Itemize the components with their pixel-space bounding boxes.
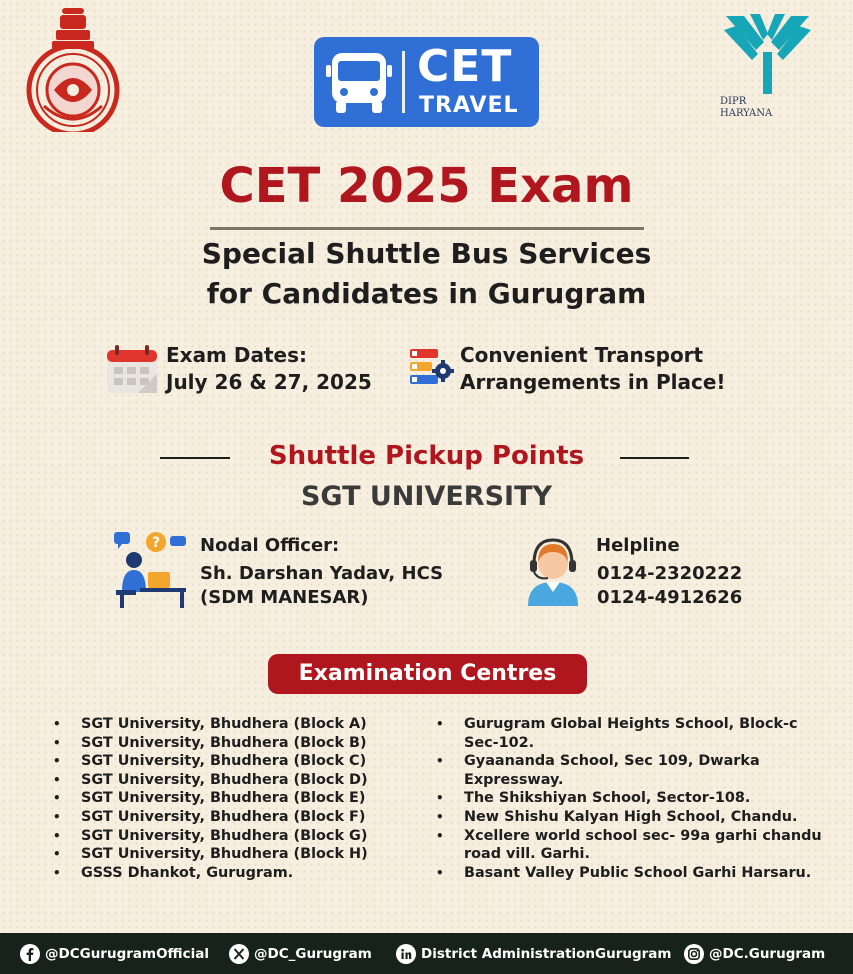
haryana-government-seal	[24, 6, 122, 132]
list-item: • GSSS Dhankot, Gurugram.	[53, 864, 423, 883]
bus-icon	[326, 51, 392, 115]
nodal-officer-name: Sh. Darshan Yadav, HCS	[200, 563, 444, 584]
calendar-icon	[106, 344, 158, 394]
nodal-officer-designation: (SDM MANESAR)	[200, 587, 369, 608]
helpline-number-1: 0124-2320222	[597, 563, 743, 584]
svg-text:?: ?	[151, 535, 161, 551]
haryana-label: HARYANA	[720, 108, 773, 119]
page-title: CET 2025 Exam	[219, 158, 634, 214]
centres-list-right	[436, 715, 836, 882]
cet-travel-badge	[314, 37, 539, 127]
list-item: • SGT University, Bhudhera (Block E)	[53, 789, 423, 808]
x-handle: @DC_Gurugram	[254, 945, 372, 962]
badge-travel-text: TRAVEL	[419, 93, 519, 118]
instagram-icon	[684, 944, 704, 964]
facebook-link[interactable]	[20, 933, 209, 974]
headset-agent-icon	[524, 536, 582, 606]
centres-list-left	[53, 715, 423, 882]
list-item: • Basant Valley Public School Garhi Harsaru.	[436, 864, 836, 883]
pickup-heading: Shuttle Pickup Points	[268, 441, 585, 471]
instagram-handle: @DC.Gurugram	[709, 945, 826, 962]
x-link[interactable]	[229, 933, 372, 974]
linkedin-handle: District AdministrationGurugram	[421, 945, 672, 962]
instagram-link[interactable]	[684, 933, 825, 974]
facebook-icon	[20, 944, 40, 964]
list-item: • Gurugram Global Heights School, Block-c Sec-102.	[436, 715, 836, 752]
nodal-officer-details	[200, 562, 443, 610]
facebook-handle: @DCGurugramOfficial	[45, 945, 209, 962]
exam-dates-value: July 26 & 27, 2025	[166, 370, 372, 394]
list-item: • SGT University, Bhudhera (Block F)	[53, 808, 423, 827]
pickup-place: SGT UNIVERSITY	[300, 481, 553, 512]
list-item: • SGT University, Bhudhera (Block D)	[53, 771, 423, 790]
x-icon	[229, 944, 249, 964]
social-footer	[0, 933, 853, 974]
checklist-gear-icon	[410, 347, 454, 393]
linkedin-link[interactable]	[396, 933, 672, 974]
helpline-label: Helpline	[596, 535, 680, 556]
centres-heading: Examination Centres	[268, 654, 587, 694]
transport-line-2: Arrangements in Place!	[460, 370, 726, 394]
helpline-number-2: 0124-4912626	[597, 587, 743, 608]
list-item: • SGT University, Bhudhera (Block G)	[53, 827, 423, 846]
list-item: • The Shikshiyan School, Sector-108.	[436, 789, 836, 808]
exam-dates	[166, 342, 372, 396]
linkedin-icon	[396, 944, 416, 964]
list-item: • SGT University, Bhudhera (Block B)	[53, 734, 423, 753]
list-item: • New Shishu Kalyan High School, Chandu.	[436, 808, 836, 827]
support-desk-icon	[110, 530, 190, 610]
dipr-haryana-logo	[720, 12, 815, 124]
exam-dates-label: Exam Dates:	[166, 343, 307, 367]
list-item: • Gyaananda School, Sec 109, Dwarka Expressway.	[436, 752, 836, 789]
transport-line-1: Convenient Transport	[460, 343, 704, 367]
transport-info	[460, 342, 726, 396]
nodal-officer-label: Nodal Officer:	[200, 535, 340, 556]
subtitle-line-2: for Candidates in Gurugram	[206, 277, 647, 310]
list-item: • SGT University, Bhudhera (Block A)	[53, 715, 423, 734]
list-item: • SGT University, Bhudhera (Block C)	[53, 752, 423, 771]
helpline-numbers	[597, 562, 742, 610]
list-item: • SGT University, Bhudhera (Block H)	[53, 845, 423, 864]
dipr-label: DIPR	[720, 96, 747, 107]
subtitle-line-1: Special Shuttle Bus Services	[201, 237, 652, 270]
page-subtitle	[0, 234, 853, 314]
badge-cet-text: CET	[417, 41, 513, 92]
list-item: • Xcellere world school sec- 99a garhi chandu road vill. Garhi.	[436, 827, 836, 864]
badge-divider	[402, 51, 405, 113]
title-underline	[210, 227, 644, 230]
